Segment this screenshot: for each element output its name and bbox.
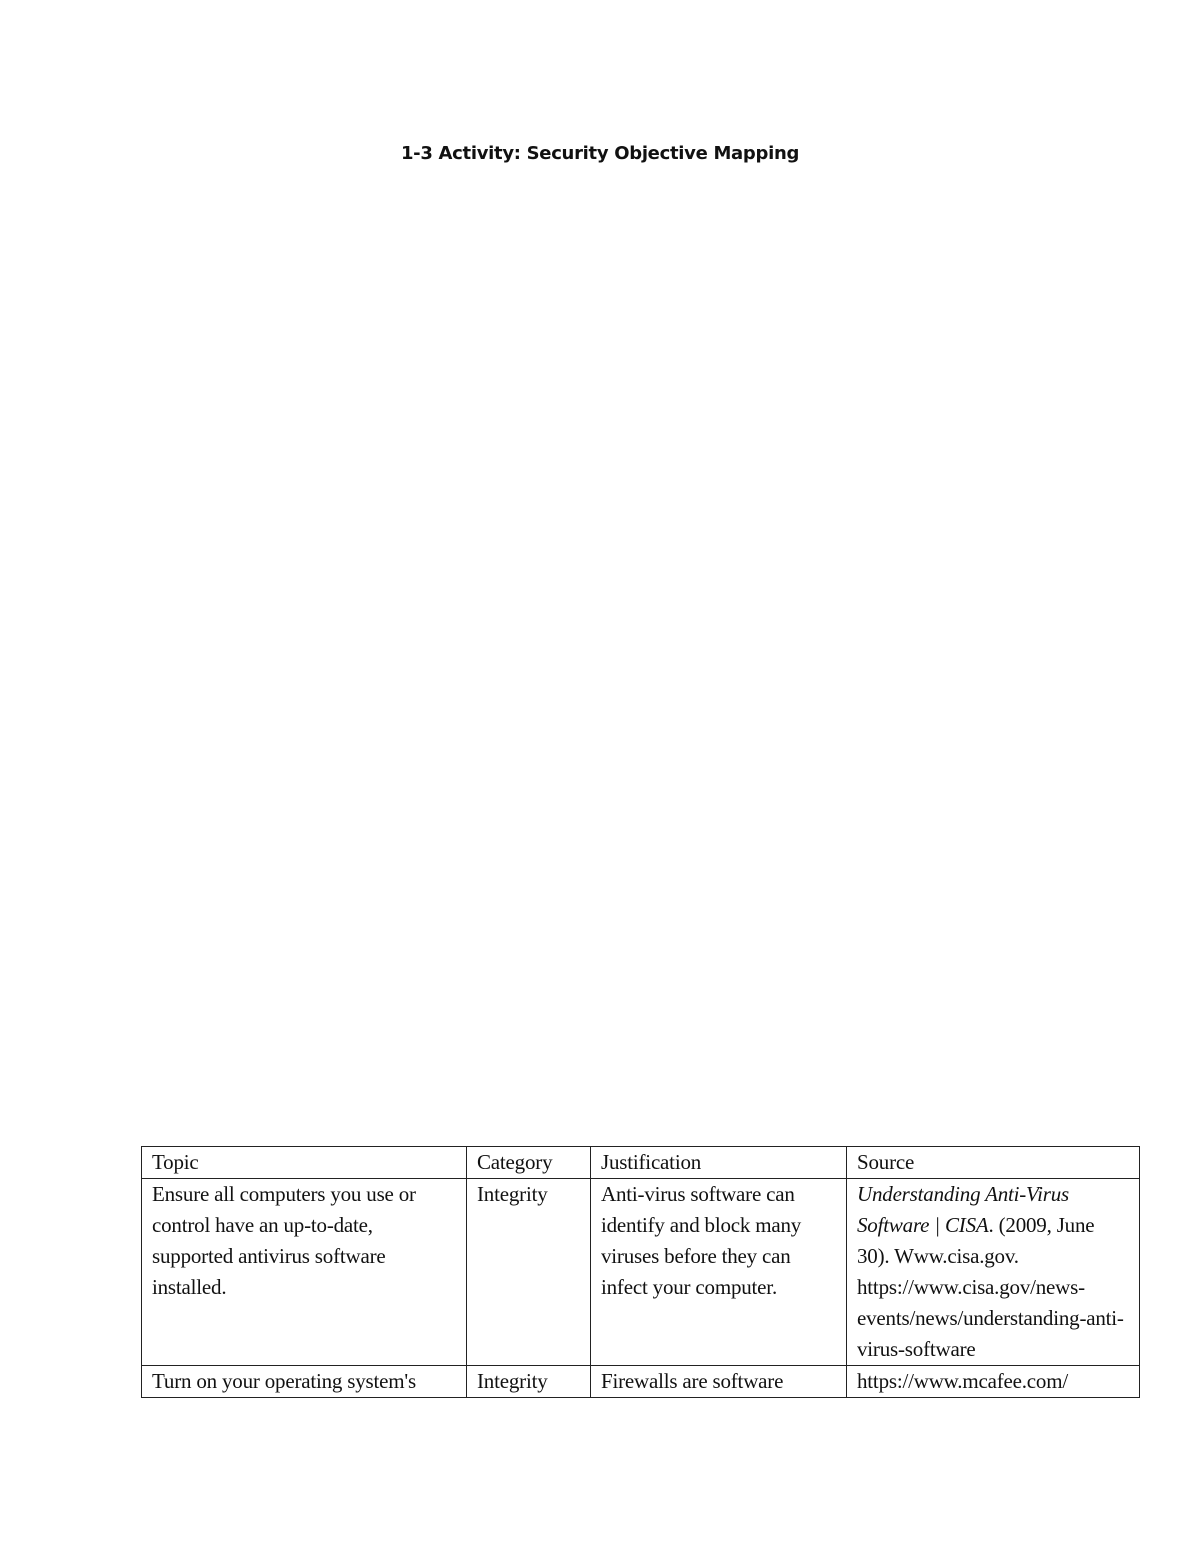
mapping-table-container xyxy=(141,1146,1139,1398)
cell-source: https://www.mcafee.com/ xyxy=(847,1366,1140,1398)
cell-topic: Ensure all computers you use or control have an up-to-date, supported antivirus software installed. xyxy=(142,1179,467,1366)
cell-category: Integrity xyxy=(467,1179,591,1366)
table-header-row xyxy=(142,1147,1140,1179)
page-title: 1-3 Activity: Security Objective Mapping xyxy=(400,143,800,164)
cell-justification: Anti-virus software can identify and block many viruses before they can infect your computer. xyxy=(591,1179,847,1366)
table-row xyxy=(142,1179,1140,1366)
table-row xyxy=(142,1366,1140,1398)
header-source: Source xyxy=(847,1147,1140,1179)
cell-source xyxy=(847,1179,1140,1366)
cell-category: Integrity xyxy=(467,1366,591,1398)
cell-justification: Firewalls are software xyxy=(591,1366,847,1398)
header-justification: Justification xyxy=(591,1147,847,1179)
source-citation: . (2009, June 30). Www.cisa.gov. https://www.cisa.gov/news-events/news/understanding-anti-virus-software xyxy=(857,1213,1124,1361)
source-title: Understanding Anti-Virus Software | CISA xyxy=(857,1182,1070,1237)
header-topic: Topic xyxy=(142,1147,467,1179)
cell-topic: Turn on your operating system's xyxy=(142,1366,467,1398)
security-objective-table xyxy=(141,1146,1140,1398)
header-category: Category xyxy=(467,1147,591,1179)
